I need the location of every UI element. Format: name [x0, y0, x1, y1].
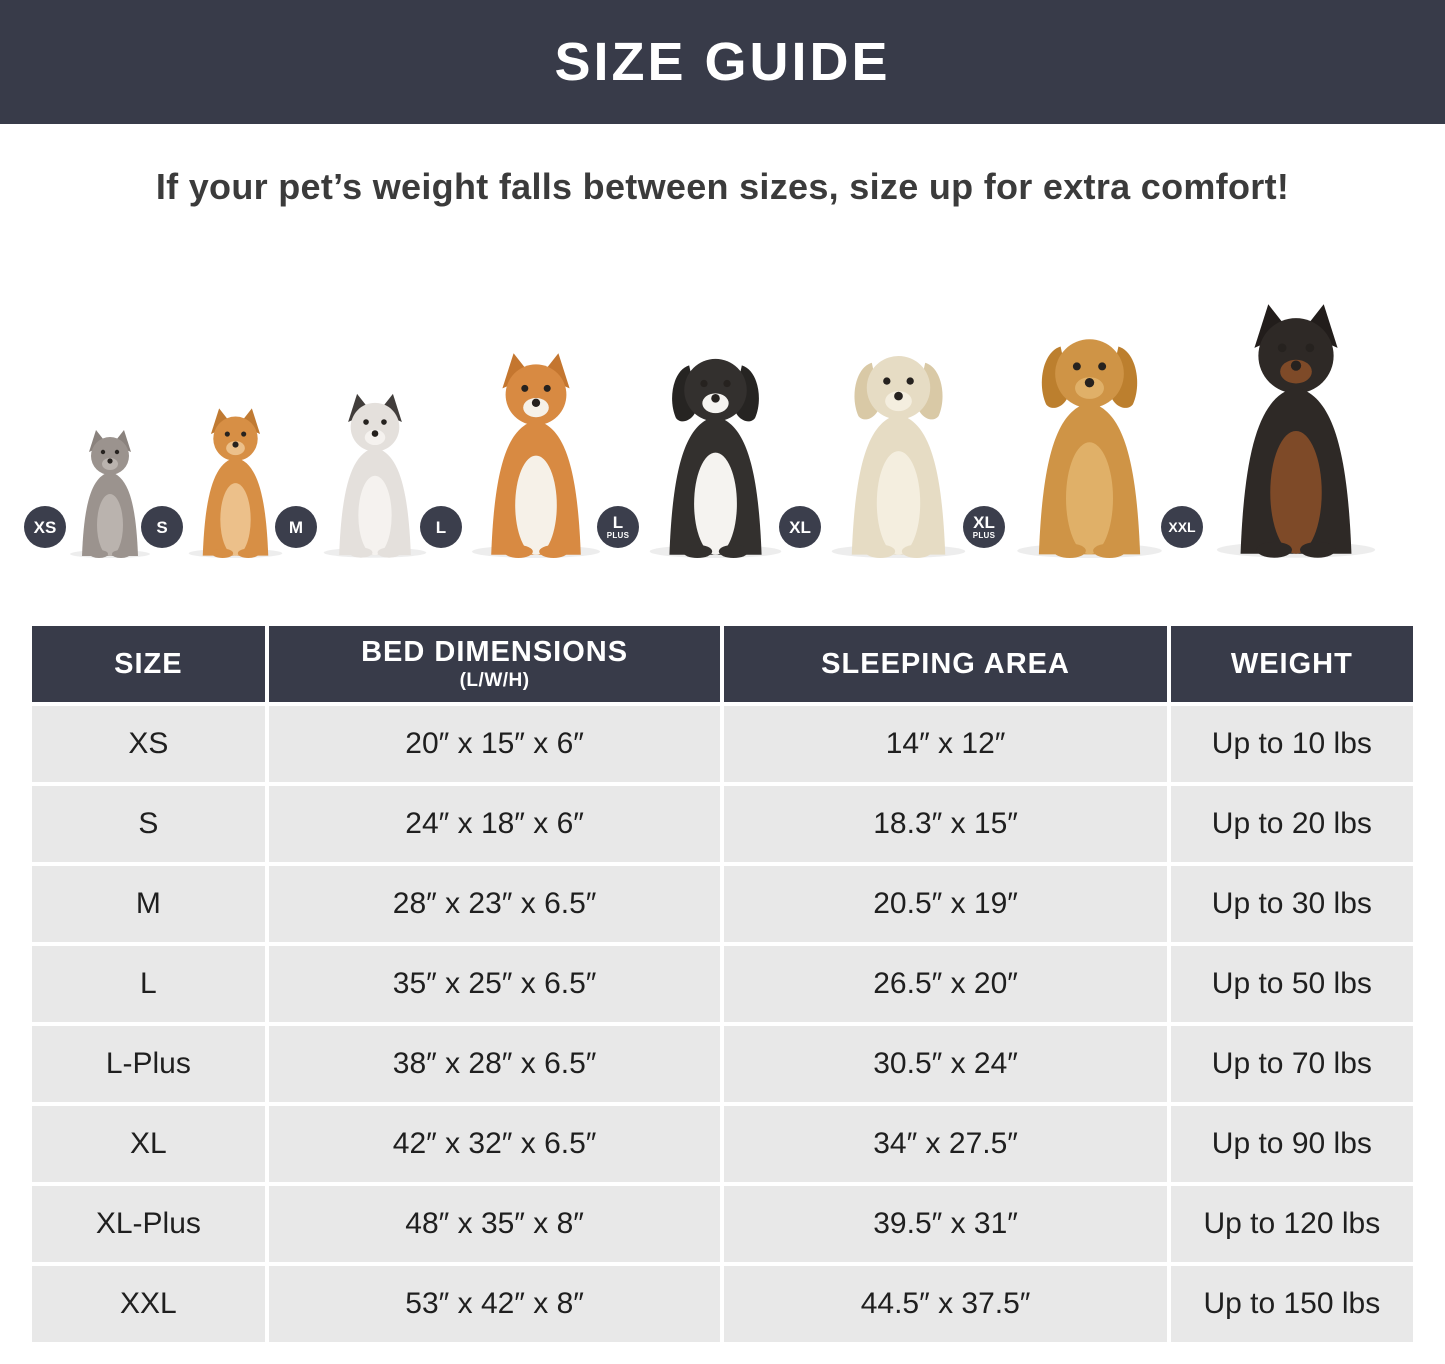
size-badge — [597, 506, 639, 548]
pet-illustration-icon — [999, 323, 1180, 558]
cell-size: XL — [32, 1106, 265, 1182]
cell-bed-dimensions: 38″ x 28″ x 6.5″ — [269, 1026, 721, 1102]
cell-size: XS — [32, 706, 265, 782]
cell-sleeping-area: 20.5″ x 19″ — [724, 866, 1166, 942]
cell-size: L-Plus — [32, 1026, 265, 1102]
pet-shiba-inu — [435, 350, 616, 558]
cell-weight: Up to 10 lbs — [1171, 706, 1413, 782]
col-header-bed-dimensions-sublabel: (L/W/H) — [459, 670, 530, 691]
cell-weight: Up to 30 lbs — [1171, 866, 1413, 942]
pet-doberman — [1168, 300, 1395, 558]
size-badge-sublabel: PLUS — [972, 531, 996, 540]
cell-bed-dimensions: 53″ x 42″ x 8″ — [269, 1266, 721, 1342]
table-row — [32, 866, 1413, 942]
pet-illustration-icon — [633, 344, 798, 558]
cell-size: XL-Plus — [32, 1186, 265, 1262]
size-badge — [275, 506, 317, 548]
size-badge — [1161, 506, 1203, 548]
size-badge — [24, 506, 66, 548]
size-badge — [963, 506, 1005, 548]
col-header-sleeping-area: SLEEPING AREA — [724, 626, 1166, 702]
page-title: SIZE GUIDE — [554, 32, 891, 92]
cell-bed-dimensions: 35″ x 25″ x 6.5″ — [269, 946, 721, 1022]
table-row — [32, 786, 1413, 862]
size-badge-label: XXL — [1168, 519, 1196, 535]
cell-size: S — [32, 786, 265, 862]
cell-size: L — [32, 946, 265, 1022]
pet-border-collie — [606, 344, 798, 558]
table-row — [32, 1106, 1413, 1182]
pet-illustration-icon — [311, 391, 439, 558]
cell-sleeping-area: 18.3″ x 15″ — [724, 786, 1166, 862]
pets-row — [0, 210, 1445, 558]
col-header-bed-dimensions-label: BED DIMENSIONS — [361, 636, 629, 668]
pet-illustration-icon — [815, 341, 982, 558]
size-badge — [141, 506, 183, 548]
cell-bed-dimensions: 24″ x 18″ x 6″ — [269, 786, 721, 862]
col-header-size: SIZE — [32, 626, 265, 702]
size-badge-label: L — [435, 517, 447, 537]
size-badge-label: S — [156, 517, 168, 537]
cell-size: XXL — [32, 1266, 265, 1342]
pet-french-bulldog — [288, 391, 439, 558]
subtitle: If your pet’s weight falls between sizes, size up for extra comfort! — [155, 166, 1290, 207]
size-badge-label: XL — [973, 513, 995, 532]
cell-weight: Up to 120 lbs — [1171, 1186, 1413, 1262]
cell-bed-dimensions: 28″ x 23″ x 6.5″ — [269, 866, 721, 942]
size-badge-label: L — [612, 513, 624, 532]
size-badge-label: XS — [33, 517, 57, 537]
pet-illustration-icon — [1197, 300, 1395, 558]
cell-sleeping-area: 26.5″ x 20″ — [724, 946, 1166, 1022]
size-table-body — [32, 706, 1413, 1342]
size-badge-label: XL — [789, 517, 811, 537]
cell-weight: Up to 50 lbs — [1171, 946, 1413, 1022]
cell-weight: Up to 150 lbs — [1171, 1266, 1413, 1342]
size-badge-label: M — [288, 517, 304, 537]
table-header-row — [32, 626, 1413, 702]
cell-weight: Up to 90 lbs — [1171, 1106, 1413, 1182]
cell-sleeping-area: 34″ x 27.5″ — [724, 1106, 1166, 1182]
size-badge-sublabel: PLUS — [606, 531, 630, 540]
header-band — [0, 0, 1445, 124]
table-row — [32, 706, 1413, 782]
pet-illustration-icon — [456, 350, 616, 558]
table-row — [32, 1266, 1413, 1342]
cell-sleeping-area: 30.5″ x 24″ — [724, 1026, 1166, 1102]
size-table — [28, 622, 1417, 1346]
pet-labrador — [789, 341, 982, 558]
cell-bed-dimensions: 20″ x 15″ x 6″ — [269, 706, 721, 782]
cell-sleeping-area: 44.5″ x 37.5″ — [724, 1266, 1166, 1342]
col-header-bed-dimensions — [269, 626, 721, 702]
cell-weight: Up to 70 lbs — [1171, 1026, 1413, 1102]
cell-sleeping-area: 39.5″ x 31″ — [724, 1186, 1166, 1262]
table-row — [32, 946, 1413, 1022]
cell-bed-dimensions: 42″ x 32″ x 6.5″ — [269, 1106, 721, 1182]
table-row — [32, 1026, 1413, 1102]
cell-weight: Up to 20 lbs — [1171, 786, 1413, 862]
cell-sleeping-area: 14″ x 12″ — [724, 706, 1166, 782]
cell-bed-dimensions: 48″ x 35″ x 8″ — [269, 1186, 721, 1262]
col-header-weight: WEIGHT — [1171, 626, 1413, 702]
table-row — [32, 1186, 1413, 1262]
size-badge — [779, 506, 821, 548]
cell-size: M — [32, 866, 265, 942]
pet-golden-retriever — [972, 323, 1180, 558]
size-badge — [420, 506, 462, 548]
